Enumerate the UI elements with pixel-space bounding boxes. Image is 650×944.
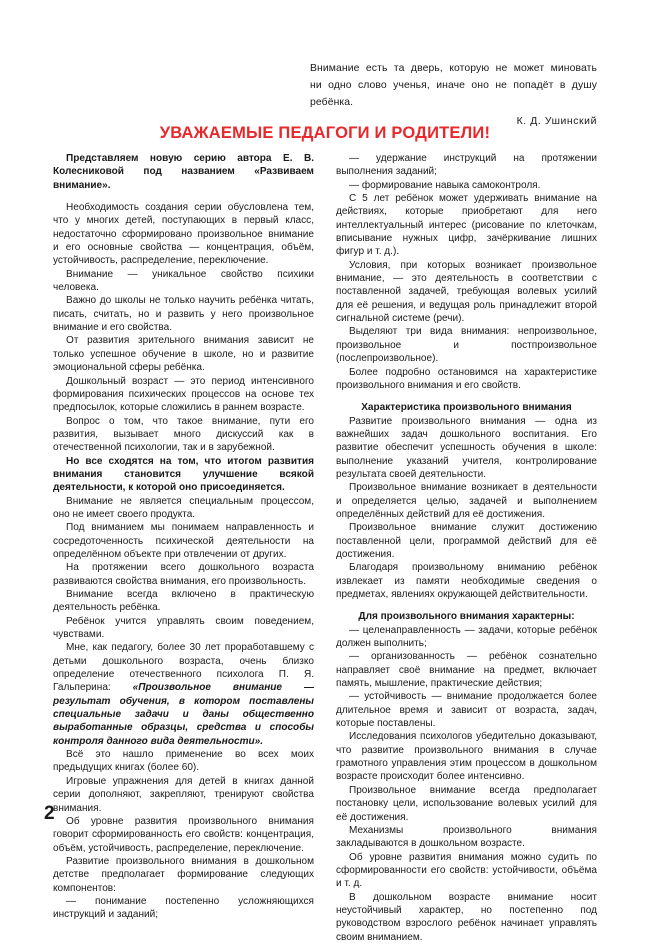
body-columns [53,152,598,943]
paragraph: Под вниманием мы понимаем направленность и сосредоточенность психической деятельности на определённом объекте при отвлечении от других. [53,522,314,560]
paragraph: Выделяют три вида внимания: непроизвольное, произвольное и постпроизвольное (послепроизвольное). [336,326,597,365]
paragraph: Условия, при которых возникает произвольное внимание, — это деятельность в соответствии с поставленной задачей, требующая волевых усилий для её решения, и ведущая роль принадлежит второй сигнальной системе (речи). [336,259,597,325]
paragraph: Развитие произвольного внимания в дошкольном детстве предполагает формирование следующих компонентов: [53,855,314,894]
paragraph: На протяжении всего дошкольного возраста развиваются свойства внимания, его произвольность. [53,562,314,587]
page-title: УВАЖАЕМЫЕ ПЕДАГОГИ И РОДИТЕЛИ! [159,124,491,142]
paragraph: Произвольное внимание всегда предполагает постановку цели, использование волевых усилий для её достижения. [336,784,597,823]
section-heading-characteristics: Характеристика произвольного внимания [361,402,572,414]
paragraph: Об уровне развития произвольного внимания говорит сформированность его свойств: концентрация, объём, устойчивость, распределение, переключение. [53,815,314,854]
paragraph: Ребёнок учится управлять своим поведением, чувствами. [53,615,314,641]
paragraph: От развития зрительного внимания зависит не только успешное обучение в школе, но и развитие эмоциональной сферы ребёнка. [53,335,314,374]
section-heading-features: Для произвольного внимания характерны: [358,611,575,623]
paragraph: В дошкольном возрасте внимание носит неустойчивый характер, но постепенно под руководством взрослого ребёнок начинает управлять своим вниманием. [336,891,597,943]
paragraph: Необходимость создания серии обусловлена тем, что у многих детей, поступающих в первый класс, недостаточно сформировано произвольное внимание и его основные свойства — концентрация, объём, устойчивость, распределение, переключение. [53,202,314,267]
page-number: 2 [44,803,55,824]
paragraph: Благодаря произвольному вниманию ребёнок извлекает из памяти необходимые сведения о предметах, явлениях окружающей действительности. [336,562,597,600]
list-item: — формирование навыка самоконтроля. [349,179,541,191]
epigraph [310,60,597,130]
paragraph-galperin-lead [53,641,314,748]
paragraph-emphasis: Но все сходятся на том, что итогом развития внимания становится улучшение всякой деятельности, к которой оно присоединяется. [53,455,314,494]
paragraph: Всё это нашло применение во всех моих предыдущих книгах (более 60). [53,749,314,774]
list-item: — целенаправленность — задачи, которые ребёнок должен выполнить; [336,624,597,650]
paragraph: Об уровне развития внимания можно судить по сформированности его свойств: устойчивости, объёма и т. д. [336,851,597,890]
paragraph: Произвольное внимание служит достижению поставленной цели, программой действий для её достижения. [336,522,597,560]
paragraph-intro: Представляем новую серию автора Е. В. Колесниковой под названием «Развиваем внимание». [53,153,314,191]
paragraph: Вопрос о том, что такое внимание, пути его развития, вызывает много дискуссий как в отечественной психологии, так и в зарубежной. [53,415,314,454]
epigraph-line-1: Внимание есть та дверь, которую не может миновать [310,63,597,74]
paragraph: Внимание всегда включено в практическую деятельность ребёнка. [53,589,314,614]
paragraph: Важно до школы не только научить ребёнка читать, писать, считать, но и развить у него произвольное внимание и его свойства. [53,295,314,334]
paragraph: С 5 лет ребёнок может удерживать внимание на действиях, которые приобретают для него интеллектуальный интерес (рисование по клеточкам, вписывание нужных цифр, зачёркивание лишних фигур и т. д.). [336,193,597,258]
list-item: — устойчивость — внимание продолжается более длительное время и зависит от возраста, задач, которые поставлены. [336,691,597,730]
epigraph-line-2: ни одно слово ученья, иначе оно не попадёт в душу ребёнка. [310,80,597,108]
epigraph-author: К. Д. Ушинский [516,116,597,127]
paragraph: Игровые упражнения для детей в книгах данной серии дополняют, закрепляют, тренируют свойства внимания. [53,775,314,814]
list-item: — понимание постепенно усложняющихся инструкций и заданий; [53,895,314,921]
paragraph: Более подробно остановимся на характеристике произвольного внимания и его свойств. [336,366,597,391]
list-item: — удержание инструкций на протяжении выполнения заданий; [336,153,597,178]
paragraph-quote: «Произвольное внимание — результат обучения, в котором поставлены специальные задачи и даны общественно выработанные образцы, средства и способы контроля данного вида деятельности». [53,682,315,747]
paragraph: Внимание не является специальным процессом, оно не имеет своего продукта. [53,495,314,520]
paragraph: Исследования психологов убедительно доказывают, что развитие произвольного внимания в случае грамотного управления этим процессом в дошкольном возрасте происходит более интенсивно. [336,731,597,783]
paragraph-text: Мне, как педагогу, более 30 лет проработавшему с детьми дошкольного возраста, очень близко определение отечественного психолога П. Я. Гальперина: [53,642,314,694]
paragraph: Дошкольный возраст — это период интенсивного формирования психических процессов на основе тех предпосылок, которые сложились в раннем возрасте. [53,375,314,414]
right-column [336,152,597,943]
paragraph: Развитие произвольного внимания — одна из важнейших задач дошкольного воспитания. Его развитие обеспечит успешность обучения в школе: выполнение указаний учителя, контролирование результата своей деятельности. [336,415,597,480]
paragraph: Внимание — уникальное свойство психики человека. [53,268,314,294]
paragraph: Произвольное внимание возникает в деятельности и определяется целью, задачей и выполнением определённых действий для её достижения. [336,482,597,520]
list-item: — организованность — ребёнок сознательно направляет своё внимание на предмет, включает память, мышление, практические действия; [336,651,597,690]
paragraph: Механизмы произвольного внимания закладываются в дошкольном возрасте. [336,824,597,850]
left-column [53,152,315,921]
